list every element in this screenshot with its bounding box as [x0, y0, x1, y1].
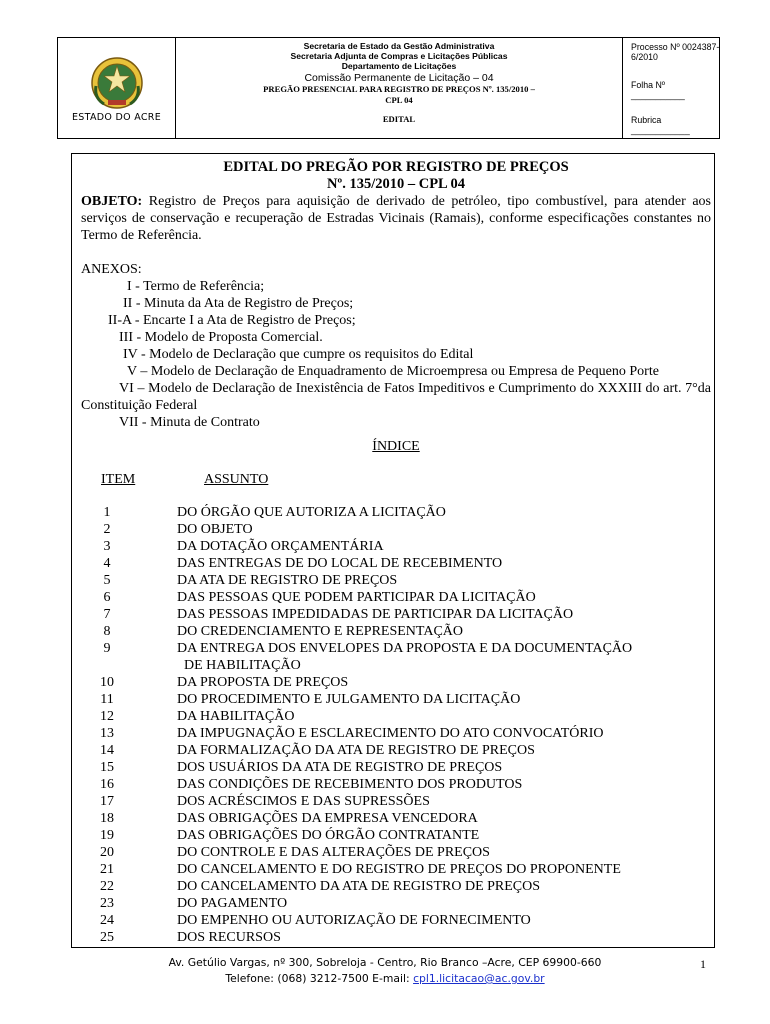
- index-row: [81, 929, 711, 946]
- index-item-number: 17: [100, 794, 114, 809]
- edital-number: Nº. 135/2010 – CPL 04: [326, 176, 466, 192]
- index-item-subject: DO CANCELAMENTO DA ATA DE REGISTRO DE PREÇOS: [177, 879, 541, 894]
- index-row: [81, 861, 711, 878]
- anexo-item: IV - Modelo de Declaração que cumpre os requisitos do Edital: [123, 347, 474, 362]
- index-item-number: 25: [100, 930, 114, 945]
- processo-number: Processo Nº 0024387-6/2010: [631, 42, 720, 62]
- indice-heading: ÍNDICE: [372, 439, 420, 454]
- index-item-subject: DO PAGAMENTO: [177, 896, 288, 911]
- index-item-number: 9: [103, 641, 111, 656]
- index-item-subject: DO CANCELAMENTO E DO REGISTRO DE PREÇOS DO PROPONENTE: [177, 862, 621, 877]
- index-list: [81, 504, 711, 946]
- footer-contact: [0, 972, 770, 985]
- index-item-number: 15: [100, 760, 114, 775]
- index-item-subject: DAS PESSOAS QUE PODEM PARTICIPAR DA LICITAÇÃO: [177, 590, 536, 605]
- index-item-subject: DAS OBRIGAÇÕES DA EMPRESA VENCEDORA: [177, 811, 478, 826]
- index-item-number: 24: [100, 913, 114, 928]
- index-header-row: [81, 471, 711, 488]
- index-item-subject: DAS OBRIGAÇÕES DO ÓRGÃO CONTRATANTE: [177, 828, 480, 843]
- index-item-subject: DOS ACRÉSCIMOS E DAS SUPRESSÕES: [177, 794, 430, 809]
- index-row: [81, 759, 711, 776]
- index-item-number: 20: [100, 845, 114, 860]
- index-item-subject: DA ATA DE REGISTRO DE PREÇOS: [177, 573, 398, 588]
- index-item-number: 11: [100, 692, 114, 707]
- index-row: [81, 793, 711, 810]
- index-item-number: 12: [100, 709, 114, 724]
- index-item-subject: DA FORMALIZAÇÃO DA ATA DE REGISTRO DE PREÇOS: [177, 743, 535, 758]
- index-row: [81, 725, 711, 742]
- index-item-subject: DAS PESSOAS IMPEDIDADAS DE PARTICIPAR DA LICITAÇÃO: [177, 607, 574, 622]
- header-logo-cell: [58, 38, 176, 138]
- index-row: [81, 708, 711, 725]
- index-row: [81, 674, 711, 691]
- index-row: [81, 742, 711, 759]
- index-row: [81, 555, 711, 572]
- index-item-number: 6: [103, 590, 111, 605]
- anexo-item: VI – Modelo de Declaração de Inexistência de Fatos Impeditivos e Cumprimento do XXXIII do art. 7°da Constituição Federal: [81, 381, 711, 413]
- anexo-item: II-A - Encarte I a Ata de Registro de Preços;: [108, 313, 356, 328]
- index-item-number: 7: [103, 607, 111, 622]
- index-row: [81, 521, 711, 538]
- index-row: [81, 895, 711, 912]
- index-item-subject: DO PROCEDIMENTO E JULGAMENTO DA LICITAÇÃO: [177, 692, 521, 707]
- rubrica-field: Rubrica ____________: [631, 115, 690, 135]
- footer-address: Av. Getúlio Vargas, nº 300, Sobreloja - Centro, Rio Branco –Acre, CEP 69900-660: [168, 956, 602, 969]
- index-item-number: 14: [100, 743, 114, 758]
- index-row: [81, 827, 711, 844]
- footer-phone: Telefone: (068) 3212-7500 E-mail:: [225, 972, 414, 985]
- index-item-subject: DO OBJETO: [177, 522, 253, 537]
- index-item-subject: DA HABILITAÇÃO: [177, 709, 295, 724]
- pregao-line-1: PREGÃO PRESENCIAL PARA REGISTRO DE PREÇOS Nº. 135/2010 –: [263, 84, 535, 94]
- index-row: [81, 691, 711, 708]
- index-row: [81, 623, 711, 640]
- index-item-number: 23: [100, 896, 114, 911]
- index-item-number: 19: [100, 828, 114, 843]
- index-item-subject: DAS ENTREGAS DE DO LOCAL DE RECEBIMENTO: [177, 556, 503, 571]
- departamento-line: Departamento de Licitações: [341, 61, 457, 71]
- index-item-subject: DOS USUÁRIOS DA ATA DE REGISTRO DE PREÇOS: [177, 760, 503, 775]
- index-item-subject: DO ÓRGÃO QUE AUTORIZA A LICITAÇÃO: [177, 505, 446, 520]
- anexos-label: ANEXOS:: [81, 262, 142, 277]
- index-item-subject: DA DOTAÇÃO ORÇAMENTÁRIA: [177, 539, 384, 554]
- index-item-subject: DA PROPOSTA DE PREÇOS: [177, 675, 349, 690]
- index-row: [81, 572, 711, 589]
- anexo-item: I - Termo de Referência;: [127, 279, 265, 294]
- index-row: [81, 810, 711, 827]
- secretaria-adjunta-line: Secretaria Adjunta de Compras e Licitações Públicas: [290, 51, 508, 61]
- index-row: [81, 776, 711, 793]
- footer-email-link[interactable]: cpl1.licitacao@ac.gov.br: [413, 972, 545, 985]
- header-process-cell: [623, 38, 720, 138]
- index-item-number: 18: [100, 811, 114, 826]
- index-row: [81, 589, 711, 606]
- comissao-line: Comissão Permanente de Licitação – 04: [304, 72, 494, 84]
- index-item-number: 3: [103, 539, 111, 554]
- index-item-subject: DOS RECURSOS: [177, 930, 281, 945]
- folha-field: Folha Nº ___________: [631, 80, 685, 100]
- index-item-number: 16: [100, 777, 114, 792]
- index-item-number: 13: [100, 726, 114, 741]
- objeto-text: Registro de Preços para aquisição de derivado de petróleo, tipo combustível, para atender aos serviços de conservação e recuperação de Estradas Vicinais (Ramais), conforme especificações constantes no Termo de Referência.: [81, 194, 711, 243]
- index-item-subject: DA IMPUGNAÇÃO E ESCLARECIMENTO DO ATO CONVOCATÓRIO: [177, 726, 604, 741]
- state-seal-icon: [90, 56, 144, 110]
- anexo-item: V – Modelo de Declaração de Enquadramento de Microempresa ou Empresa de Pequeno Porte: [127, 364, 659, 379]
- state-label: ESTADO DO ACRE: [72, 112, 161, 123]
- edital-body-box: [71, 153, 715, 948]
- index-item-number: 10: [100, 675, 114, 690]
- objeto-paragraph: [81, 193, 711, 244]
- index-item-subject-continued: DE HABILITAÇÃO: [184, 658, 301, 673]
- objeto-label: OBJETO:: [81, 194, 143, 209]
- index-item-number: 22: [100, 879, 114, 894]
- secretaria-line: Secretaria de Estado da Gestão Administrativa: [303, 41, 495, 51]
- index-row: [81, 504, 711, 521]
- index-item-subject: DA ENTREGA DOS ENVELOPES DA PROPOSTA E DA DOCUMENTAÇÃO: [177, 641, 633, 656]
- index-item-subject: DO EMPENHO OU AUTORIZAÇÃO DE FORNECIMENTO: [177, 913, 531, 928]
- anexo-item: VII - Minuta de Contrato: [119, 415, 260, 430]
- index-item-subject: DO CONTROLE E DAS ALTERAÇÕES DE PREÇOS: [177, 845, 490, 860]
- page-number: 1: [700, 957, 706, 971]
- anexo-item: II - Minuta da Ata de Registro de Preços;: [123, 296, 354, 311]
- index-item-subject: DO CREDENCIAMENTO E REPRESENTAÇÃO: [177, 624, 464, 639]
- index-row: [81, 640, 711, 674]
- index-item-number: 21: [100, 862, 114, 877]
- edital-title: EDITAL DO PREGÃO POR REGISTRO DE PREÇOS: [223, 159, 569, 175]
- edital-label: EDITAL: [382, 114, 416, 124]
- index-row: [81, 606, 711, 623]
- pregao-line-2: CPL 04: [385, 95, 413, 105]
- index-item-number: 2: [103, 522, 111, 537]
- index-item-number: 8: [103, 624, 111, 639]
- header-title-cell: [176, 38, 623, 138]
- index-item-number: 4: [103, 556, 111, 571]
- index-item-subject: DAS CONDIÇÕES DE RECEBIMENTO DOS PRODUTOS: [177, 777, 523, 792]
- item-column-header: ITEM: [101, 472, 136, 487]
- index-row: [81, 912, 711, 929]
- index-item-number: 5: [103, 573, 111, 588]
- index-row: [81, 878, 711, 895]
- index-item-number: 1: [103, 505, 111, 520]
- assunto-column-header: ASSUNTO: [204, 472, 269, 487]
- index-row: [81, 844, 711, 861]
- anexo-item: III - Modelo de Proposta Comercial.: [119, 330, 323, 345]
- document-header: [57, 37, 720, 139]
- index-row: [81, 538, 711, 555]
